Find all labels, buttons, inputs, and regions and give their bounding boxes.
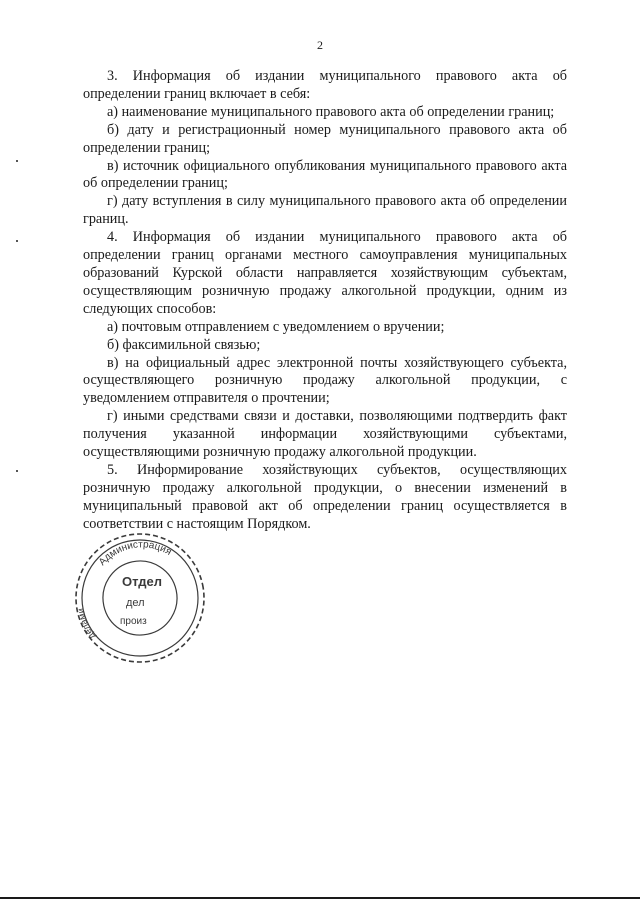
paragraph-4d: г) иными средствами связи и доставки, позволяющими подтвердить факт получения указанной информации хозяйствующими субъектами, осуществляющими розничную продажу алкогольной продукции.: [83, 408, 567, 461]
stamp-center-line-2: дел: [126, 597, 145, 609]
page-number: 2: [317, 38, 323, 52]
official-stamp: [70, 528, 210, 668]
stamp-ring-text: Администрация: [96, 539, 174, 568]
paragraph-3d: г) дату вступления в силу муниципального правового акта об определении границ.: [83, 193, 567, 228]
paragraph-3b: б) дату и регистрационный номер муниципального правового акта об определении границ;: [83, 121, 567, 156]
paragraph-4: 4. Информация об издании муниципального правового акта об определении границ органами местного самоуправления муниципальных образований Курской области направляется хозяйствующим субъектам, осуществляющим розничную продажу алкогольной продукции, одним из следующих способов:: [83, 229, 567, 317]
document-body: [83, 68, 567, 534]
paragraph-3c: в) источник официального опубликования муниципального правового акта об определении границ;: [83, 157, 567, 192]
paragraph-3: 3. Информация об издании муниципального правового акта об определении границ включает в себя:: [83, 68, 567, 102]
scan-speck: [16, 240, 18, 242]
stamp-center-line-1: Отдел: [122, 574, 163, 589]
paragraph-4b: б) факсимильной связью;: [107, 336, 261, 353]
scan-speck: [16, 470, 18, 472]
stamp-center-line-3: произ: [120, 616, 147, 627]
paragraph-4c: в) на официальный адрес электронной почты хозяйствующего субъекта, осуществляющего розничную продажу алкогольной продукции, с уведомлением отправителя о прочтении;: [83, 354, 567, 407]
stamp-ring-text-left: делами: [75, 607, 98, 642]
paragraph-5: 5. Информирование хозяйствующих субъектов, осуществляющих розничную продажу алкогольной продукции, о внесении изменений в муниципальный правовой акт об определении границ осуществляется в соответствии с настоящим Порядком.: [83, 461, 567, 532]
paragraph-3a: а) наименование муниципального правового акта об определении границ;: [107, 103, 555, 120]
paragraph-4a: а) почтовым отправлением с уведомлением о вручении;: [107, 318, 445, 335]
scan-edge-line: [0, 897, 640, 899]
scan-speck: [16, 160, 18, 162]
